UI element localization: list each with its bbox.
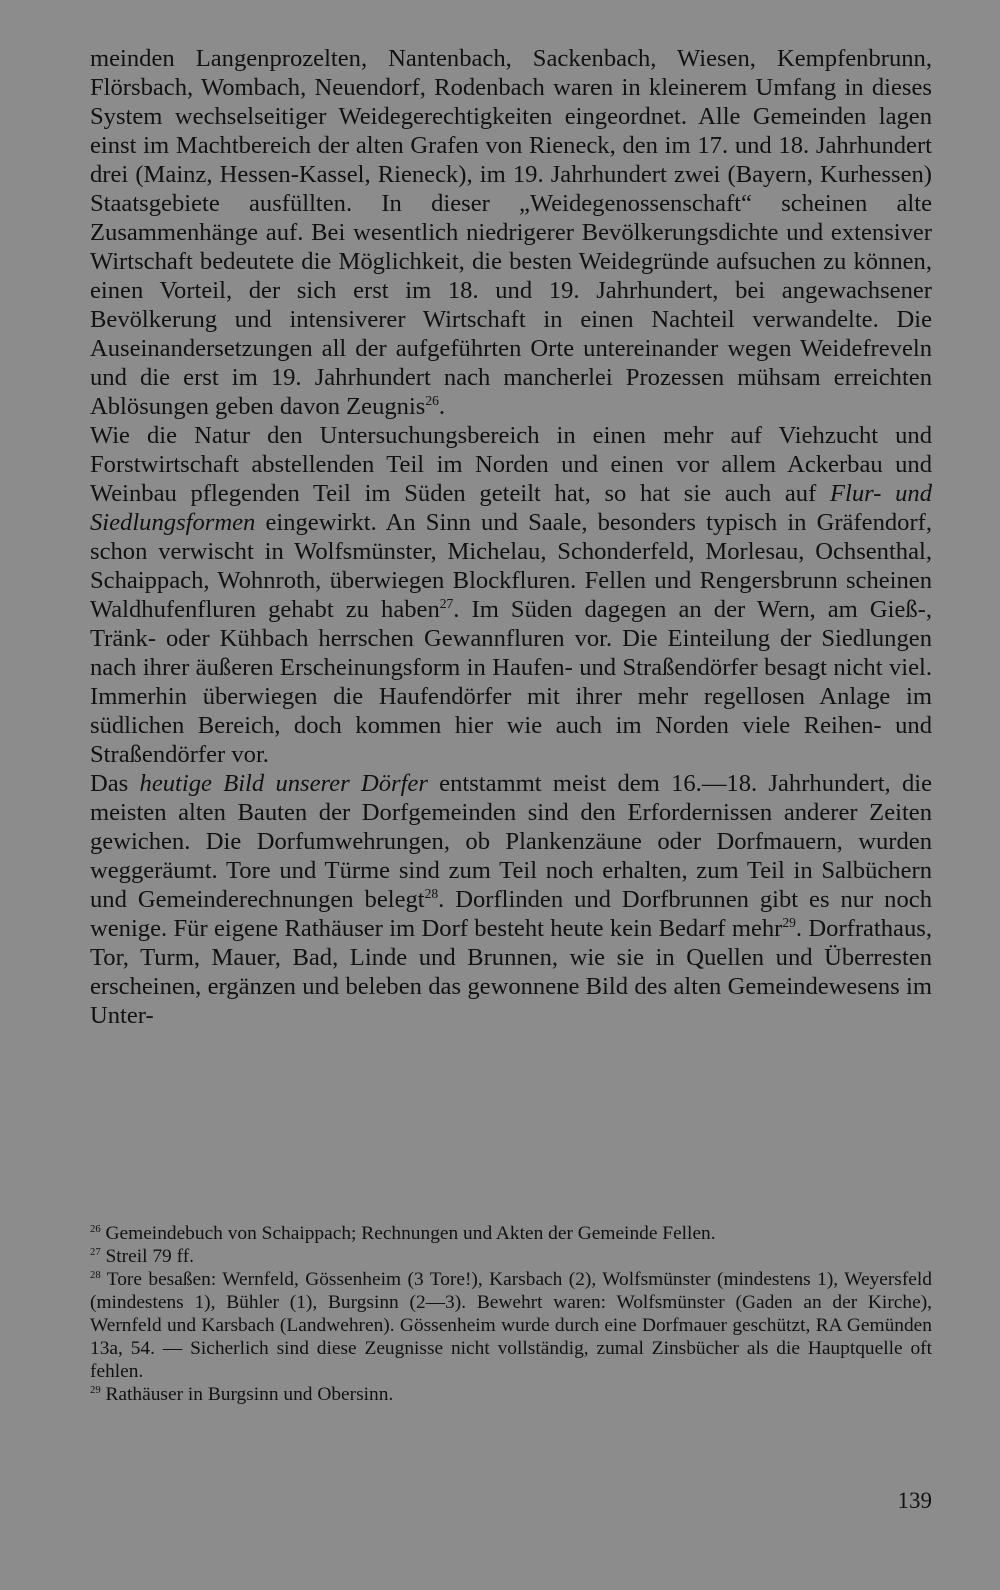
paragraph-1 xyxy=(90,44,932,421)
paragraph-2 xyxy=(90,421,932,769)
paragraph-3-text-2: entstammt meist dem 16.—18. Jahrhundert, die meisten alten Bauten der Dorfgemeinden sind den Erfordernissen anderer Zeiten gewichen. Die Dorfumwehrungen, ob Plankenzäune oder Dorfmauern, wurden weggeräumt. Tore und Türme sind zum Teil noch erhalten, zum Teil in Salbüchern und Gemeinderechnungen belegt xyxy=(90,770,932,913)
footnote-number: 26 xyxy=(90,1223,101,1236)
footnote-ref-26: 26 xyxy=(425,393,439,409)
footnotes xyxy=(90,1222,932,1406)
footnote-27 xyxy=(90,1245,932,1268)
page-number: 139 xyxy=(897,1488,932,1513)
footnote-29 xyxy=(90,1383,932,1406)
footnote-text: Streil 79 ff. xyxy=(100,1246,195,1267)
paragraph-1-text-1: meinden Langenprozelten, Nantenbach, Sackenbach, Wiesen, Kempfenbrunn, Flörsbach, Wombach, Neuendorf, Rodenbach waren in kleinerem Umfang in dieses System wechselseitiger Weidegerechtigkeiten eingeordnet. Alle Gemeinden lagen einst im Machtbereich der alten Grafen von Rieneck, den im 17. und 18. Jahrhundert drei (Mainz, Hessen-Kassel, Rieneck), im 19. Jahrhundert zwei (Bayern, Kurhessen) Staatsgebiete ausfüllten. In dieser „Weidegenossenschaft“ scheinen alte Zusammenhänge auf. Bei wesentlich niedrigerer Bevölkerungsdichte und extensiver Wirtschaft bedeutete die Möglichkeit, die besten Weidegründe aufsuchen zu können, einen Vorteil, der sich erst im 18. und 19. Jahrhundert, bei angewachsener Bevölkerung und intensiverer Wirtschaft in einen Nachteil verwandelte. Die Auseinandersetzungen all der aufgeführten Orte untereinander wegen Weidefreveln und die erst im 19. Jahrhundert nach mancherlei Prozessen mühsam erreichten Ablösungen geben davon Zeugnis xyxy=(90,45,932,420)
paragraph-3-text-1: Das xyxy=(90,770,140,797)
paragraph-3-emphasis: heutige Bild unserer Dörfer xyxy=(139,770,428,797)
paragraph-3-text-4: . Dorfrathaus, Tor, Turm, Mauer, Bad, Linde und Brunnen, wie sie in Quellen und Überresten erscheinen, ergänzen und beleben das gewonnene Bild des alten Gemeindewesens im Unter- xyxy=(90,915,932,1029)
footnote-text: Gemeindebuch von Schaippach; Rechnungen und Akten der Gemeinde Fellen. xyxy=(100,1223,716,1244)
paragraph-2-text-2: eingewirkt. An Sinn und Saale, besonders typisch in Gräfendorf, schon verwischt in Wolfsmünster, Michelau, Schonderfeld, Morlesau, Ochsenthal, Schaippach, Wohnroth, überwiegen Blockfluren. Fellen und Rengersbrunn scheinen Waldhufenfluren gehabt zu haben xyxy=(90,509,932,623)
paragraph-2-text-1: Wie die Natur den Untersuchungsbereich in einen mehr auf Viehzucht und Forstwirtschaft abstellenden Teil im Norden und einen vor allem Ackerbau und Weinbau pflegenden Teil im Süden geteilt hat, so hat sie auch auf xyxy=(90,422,932,507)
paragraph-2-text-3: . Im Süden dagegen an der Wern, am Gieß-, Tränk- oder Kühbach herrschen Gewannfluren vor. Die Einteilung der Siedlungen nach ihrer äußeren Erscheinungsform in Haufen- und Straßendörfer besagt nicht viel. Immerhin überwiegen die Haufendörfer mit ihrer mehr regellosen Anlage im südlichen Bereich, doch kommen hier wie auch im Norden viele Reihen- und Straßendörfer vor. xyxy=(90,596,933,768)
footnote-text: Tore besaßen: Wernfeld, Gössenheim (3 Tore!), Karsbach (2), Wolfsmünster (mindestens 1), Weyersfeld (mindestens 1), Bühler (1), Burgsinn (2—3). Bewehrt waren: Wolfsmünster (Gaden an der Kirche), Wernfeld und Karsbach (Landwehren). Gössenheim wurde durch eine Dorfmauer geschützt, RA Gemünden 13a, 54. — Sicherlich sind diese Zeugnisse nicht vollständig, zumal Zinsbücher als die Hauptquelle oft fehlen. xyxy=(90,1269,932,1382)
footnote-26 xyxy=(90,1222,932,1245)
body-text xyxy=(90,44,932,1030)
footnote-28 xyxy=(90,1268,932,1383)
footnote-number: 28 xyxy=(90,1269,101,1282)
paragraph-2-emphasis: Flur- und Siedlungsformen xyxy=(90,480,932,536)
footnote-ref-27: 27 xyxy=(439,596,454,612)
paragraph-1-text-2: . xyxy=(438,393,446,420)
footnote-text: Rathäuser in Burgsinn und Obersinn. xyxy=(100,1384,394,1405)
footnote-number: 29 xyxy=(90,1384,101,1397)
footnote-ref-28: 28 xyxy=(424,886,439,902)
paragraph-3-text-3: . Dorflinden und Dorfbrunnen gibt es nur noch wenige. Für eigene Rathäuser im Dorf besteht heute kein Bedarf mehr xyxy=(90,886,932,942)
footnote-number: 27 xyxy=(90,1246,101,1259)
paragraph-3 xyxy=(90,769,932,1030)
footnote-ref-29: 29 xyxy=(782,915,796,931)
